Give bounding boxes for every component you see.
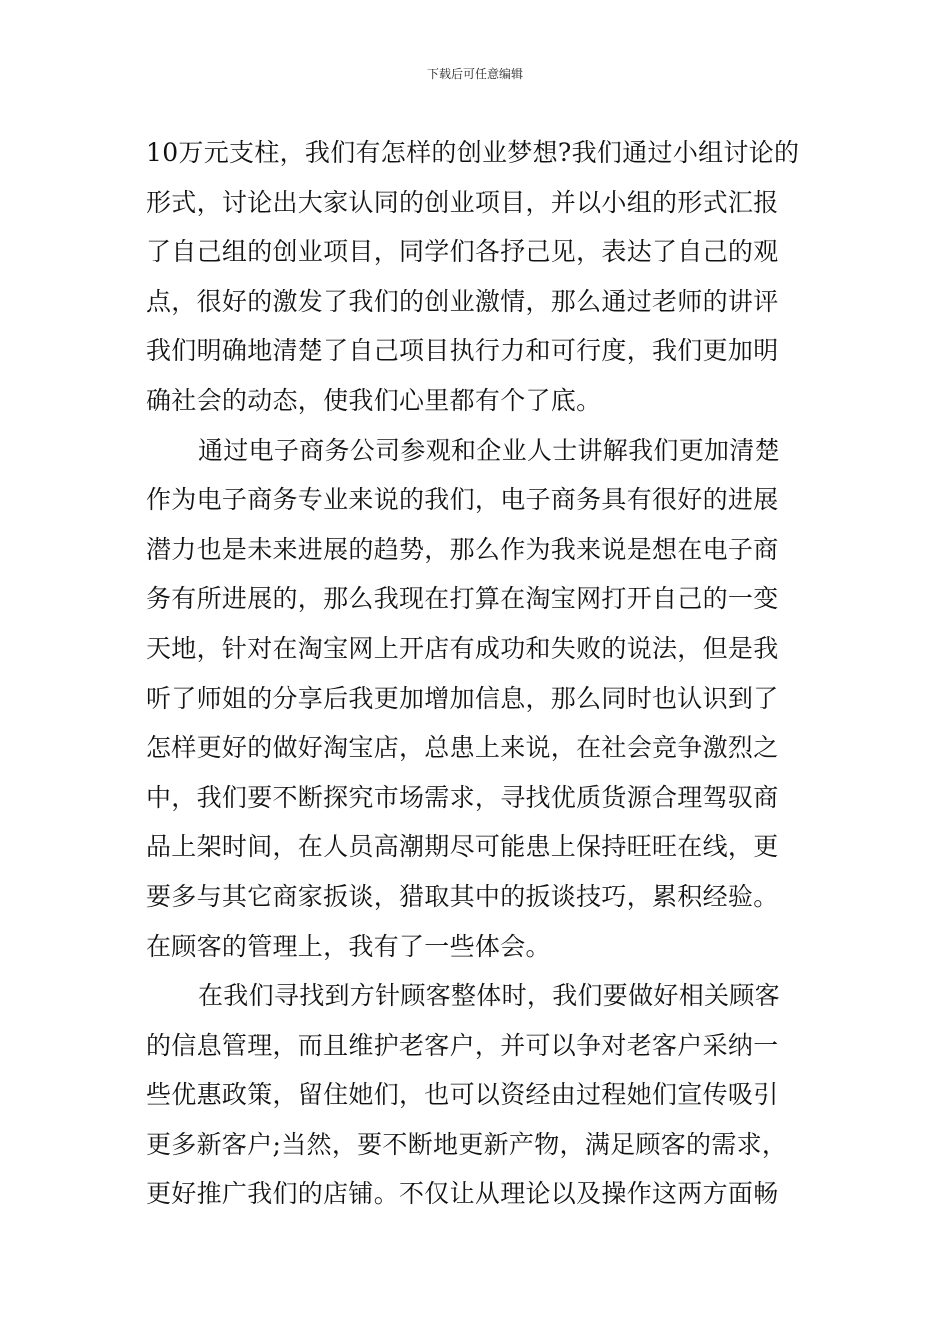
page-header: 下载后可任意编辑 — [426, 67, 523, 81]
text-line: 了自己组的创业项目，同学们各抒己见，表达了自己的观 — [146, 237, 779, 267]
text-line: 潜力也是未来进展的趋势，那么作为我来说是想在电子商 — [146, 534, 779, 564]
text-line: 点，很好的激发了我们的创业激情，那么通过老师的讲评 — [146, 286, 779, 316]
text-line: 更多新客户;当然，要不断地更新产物，满足顾客的需求， — [146, 1129, 788, 1159]
paragraph-start-line: 在我们寻找到方针顾客整体时，我们要做好相关顾客 — [198, 981, 780, 1011]
text-line: 天地，针对在淘宝网上开店有成功和失败的说法，但是我 — [146, 633, 779, 663]
paragraph-start-line: 通过电子商务公司参观和企业人士讲解我们更加清楚 — [198, 435, 780, 465]
document-body — [146, 128, 814, 1219]
text-line: 在顾客的管理上，我有了一些体会。 — [146, 931, 551, 961]
text-line: 的信息管理，而且维护老客户，并可以争对老客户采纳一 — [146, 1030, 779, 1060]
text-line: 务有所进展的，那么我现在打算在淘宝网打开自己的一变 — [146, 584, 779, 614]
text-line: 些优惠政策，留住她们，也可以资经由过程她们宣传吸引 — [146, 1080, 779, 1110]
text-line: 10万元支柱，我们有怎样的创业梦想?我们通过小组讨论的 — [146, 138, 800, 167]
text-line: 怎样更好的做好淘宝店，总患上来说，在社会竞争激烈之 — [146, 733, 779, 763]
text-line: 形式，讨论出大家认同的创业项目，并以小组的形式汇报 — [146, 187, 779, 217]
text-line: 听了师姐的分享后我更加增加信息，那么同时也认识到了 — [146, 683, 779, 713]
text-line: 中，我们要不断探究市场需求，寻找优质货源合理驾驭商 — [146, 782, 779, 812]
text-line: 更好推广我们的店铺。不仅让从理论以及操作这两方面畅 — [146, 1179, 779, 1209]
text-line: 要多与其它商家扳谈，猎取其中的扳谈技巧，累积经验。 — [146, 881, 779, 911]
text-line: 品上架时间，在人员高潮期尽可能患上保持旺旺在线，更 — [146, 832, 779, 862]
text-line: 作为电子商务专业来说的我们，电子商务具有很好的进展 — [146, 485, 779, 515]
text-line: 我们明确地清楚了自己项目执行力和可行度，我们更加明 — [146, 336, 779, 366]
text-line: 确社会的动态，使我们心里都有个了底。 — [146, 385, 602, 415]
